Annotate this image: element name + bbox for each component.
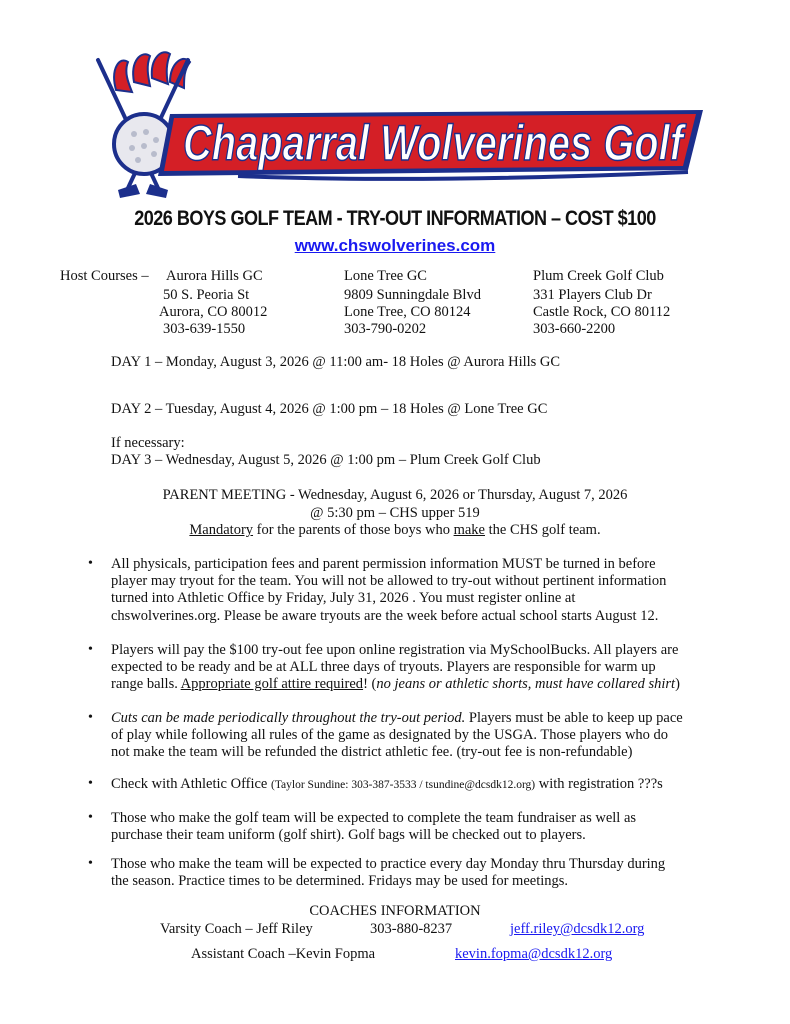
bullet-physicals (111, 556, 731, 625)
attire-text: Appropriate golf attire required (180, 676, 364, 693)
bullet-text-segment: with registration ???s (535, 776, 663, 792)
parent-meeting-line: PARENT MEETING - Wednesday, August 6, 2026 or Thursday, August 7, 2026 (162, 487, 628, 503)
assistant-coach-label: Assistant Coach –Kevin Fopma (191, 946, 376, 962)
day-3: DAY 3 – Wednesday, August 5, 2026 @ 1:00 pm – Plum Creek Golf Club (111, 452, 541, 468)
bullet-icon: • (88, 810, 93, 825)
bullet-line: Players will pay the $100 try-out fee upon online registration via MySchoolBucks. All players are (111, 642, 679, 658)
bullet-icon: • (88, 776, 93, 791)
bullet-line (111, 776, 731, 794)
course-name: Aurora Hills GC (166, 268, 263, 284)
day-1: DAY 1 – Monday, August 3, 2026 @ 11:00 am- 18 Holes @ Aurora Hills GC (111, 354, 561, 370)
bullet-line: turned into Athletic Office by Friday, July 31, 2026 . You must register online at (111, 590, 576, 607)
bullet-line: expected to be ready and be at ALL three days of tryouts. Players are responsible for warm up (111, 659, 656, 676)
varsity-coach-phone: 303-880-8237 (370, 921, 453, 937)
make-text: make (453, 522, 485, 538)
bullet-fees (111, 642, 731, 694)
course-details-1 (159, 287, 268, 338)
varsity-coach-label: Varsity Coach – Jeff Riley (160, 921, 313, 937)
host-courses-label: Host Courses – (60, 268, 149, 284)
website-link[interactable]: www.chswolverines.com (294, 236, 496, 255)
course-address: 331 Players Club Dr (533, 287, 652, 303)
course-name: Lone Tree GC (344, 268, 427, 284)
bullet-text-segment: ) (675, 676, 680, 693)
parent-meeting-location: @ 5:30 pm – CHS upper 519 (310, 505, 480, 521)
bullet-line: All physicals, participation fees and parent permission information MUST be turned in before (111, 556, 656, 572)
course-phone: 303-639-1550 (163, 321, 246, 337)
bullet-icon: • (88, 556, 93, 571)
mandatory-text: Mandatory (189, 522, 254, 538)
course-city: Lone Tree, CO 80124 (344, 304, 471, 320)
course-column-2 (344, 268, 481, 338)
course-column-1 (166, 268, 263, 285)
bullet-icon: • (88, 642, 93, 657)
course-phone: 303-660-2200 (533, 321, 616, 337)
course-address: 50 S. Peoria St (163, 287, 250, 303)
bullet-fundraiser (111, 810, 731, 844)
bullet-line (111, 676, 731, 693)
bullet-athletic-office (111, 776, 731, 794)
bullet-line: purchase their team uniform (golf shirt). Golf bags will be checked out to players. (111, 827, 586, 844)
bullet-line: player may tryout for the team. You will not be allowed to try-out without pertinent information (111, 573, 667, 590)
bullet-line (111, 710, 731, 727)
bullet-line: not make the team will be refunded the district athletic fee. (try-out fee is non-refundable) (111, 744, 633, 761)
athletic-office-contact: (Taylor Sundine: 303-387-3533 / tsundine@dcsdk12.org) (271, 779, 536, 791)
parent-meeting-mandatory (0, 522, 790, 539)
bullet-line: chswolverines.org. Please be aware tryouts are the week before actual school starts August 12. (111, 607, 659, 624)
cuts-note: Cuts can be made periodically throughout the try-out period. (111, 710, 466, 726)
bullet-line: of play while following all rules of the game as designated by the USGA. Those players who do (111, 727, 669, 744)
coaches-heading: COACHES INFORMATION (309, 903, 481, 919)
chaparral-wolverines-golf-logo (88, 48, 708, 208)
assistant-coach-email[interactable]: kevin.fopma@dcsdk12.org (455, 946, 613, 962)
logo-text: Chaparral Wolverines Golf (183, 115, 687, 171)
bullet-text-segment: range balls. (111, 676, 181, 693)
bullet-text-segment: Check with Athletic Office (111, 776, 271, 792)
course-city: Castle Rock, CO 80112 (533, 304, 671, 320)
bullet-line: Those who make the team will be expected to practice every day Monday thru Thursday during (111, 856, 666, 872)
bullet-icon: • (88, 710, 93, 725)
course-city: Aurora, CO 80012 (159, 304, 268, 320)
attire-note: no jeans or athletic shorts, must have collared shirt (376, 676, 676, 693)
course-column-3 (533, 268, 670, 338)
meeting-text: the CHS golf team. (484, 522, 601, 538)
meeting-text: for the parents of those boys who (253, 522, 454, 538)
if-necessary-label: If necessary: (111, 435, 185, 451)
claw-marks-icon (114, 52, 190, 92)
course-name: Plum Creek Golf Club (533, 268, 664, 284)
bullet-line: the season. Practice times to be determined. Fridays may be used for meetings. (111, 873, 569, 890)
day-2: DAY 2 – Tuesday, August 4, 2026 @ 1:00 pm – 18 Holes @ Lone Tree GC (111, 401, 548, 417)
bullet-text-segment: ! ( (363, 676, 377, 693)
course-phone: 303-790-0202 (344, 321, 427, 337)
page-title: 2026 BOYS GOLF TEAM - TRY-OUT INFORMATION – COST $100 (134, 207, 656, 230)
varsity-coach-email[interactable]: jeff.riley@dcsdk12.org (510, 921, 645, 937)
bullet-line: Those who make the golf team will be expected to complete the team fundraiser as well as (111, 810, 637, 826)
bullet-cuts (111, 710, 731, 762)
bullet-text-segment: Players must be able to keep up pace (465, 710, 683, 726)
bullet-icon: • (88, 856, 93, 871)
bullet-practice (111, 856, 731, 890)
course-address: 9809 Sunningdale Blvd (344, 287, 481, 303)
